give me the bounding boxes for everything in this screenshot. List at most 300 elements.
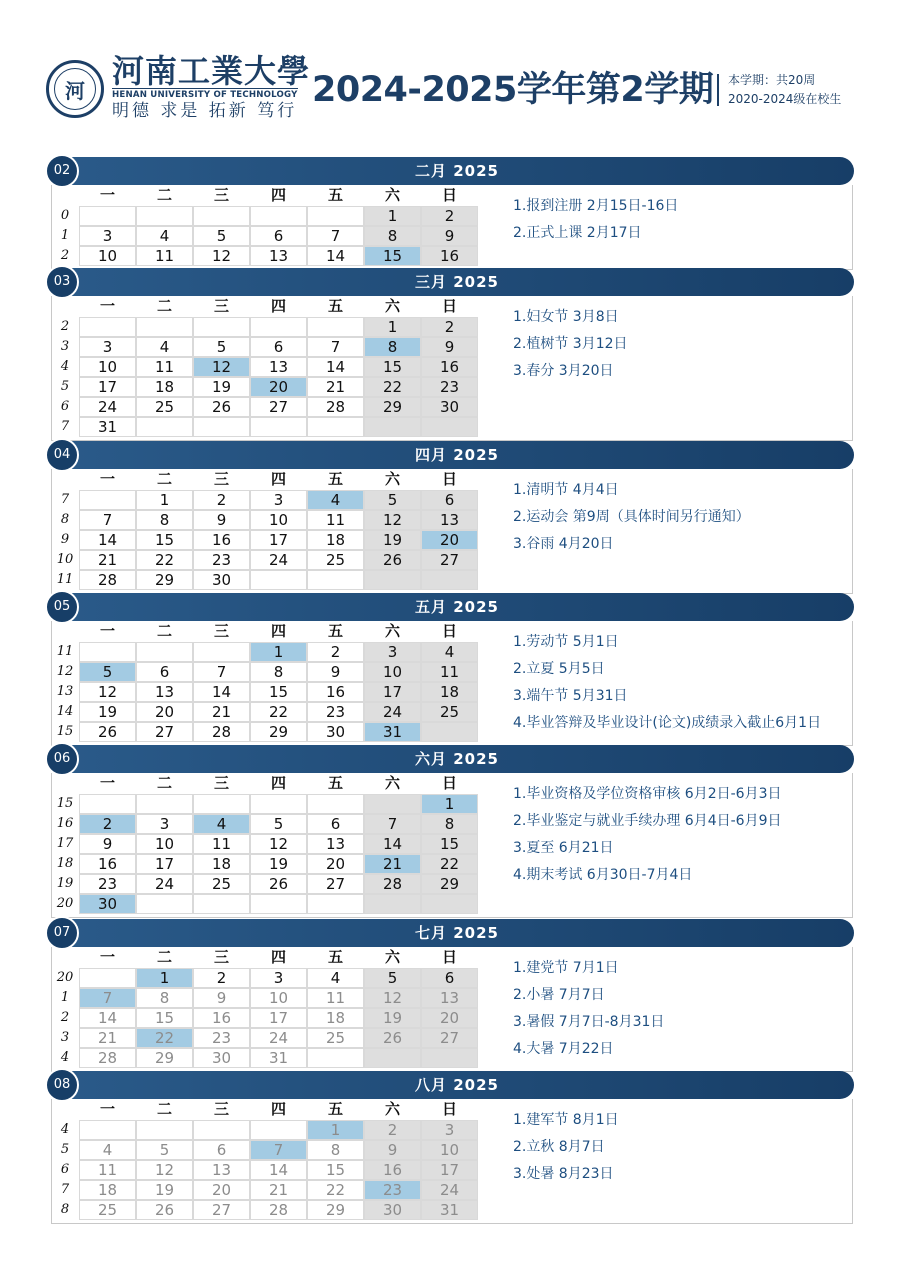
week-number: 12 <box>56 664 74 679</box>
month-title: 二月 2025 <box>415 162 499 180</box>
day-cell: 22 <box>250 702 307 722</box>
day-cell: 31 <box>250 1048 307 1068</box>
event-item: 2.运动会 第9周（具体时间另行通知） <box>513 509 750 525</box>
event-item: 2.植树节 3月12日 <box>513 336 628 352</box>
event-item: 1.建军节 8月1日 <box>513 1112 619 1128</box>
empty-day-cell <box>421 570 478 590</box>
day-cell: 5 <box>250 814 307 834</box>
calendar-grid <box>79 621 481 742</box>
day-cell: 7 <box>250 1140 307 1160</box>
day-cell: 10 <box>136 834 193 854</box>
month-section <box>0 268 900 441</box>
day-cell: 20 <box>136 702 193 722</box>
week-number: 20 <box>56 896 74 911</box>
empty-day-cell <box>136 642 193 662</box>
day-cell: 23 <box>307 702 364 722</box>
day-cell: 5 <box>79 662 136 682</box>
week-number: 13 <box>56 684 74 699</box>
day-cell: 18 <box>307 530 364 550</box>
day-cell: 21 <box>307 377 364 397</box>
weekday-header: 二 <box>156 622 172 640</box>
day-cell: 15 <box>136 530 193 550</box>
day-cell: 5 <box>193 226 250 246</box>
day-cell: 23 <box>193 550 250 570</box>
day-cell: 17 <box>421 1160 478 1180</box>
day-cell: 28 <box>307 397 364 417</box>
empty-day-cell <box>193 1120 250 1140</box>
week-number: 5 <box>60 379 70 394</box>
day-cell: 30 <box>193 1048 250 1068</box>
university-motto: 明德 求是 拓新 笃行 <box>112 101 298 121</box>
day-cell: 12 <box>250 834 307 854</box>
month-header-bar <box>60 441 854 469</box>
day-cell: 21 <box>79 550 136 570</box>
day-cell: 13 <box>193 1160 250 1180</box>
empty-day-cell <box>421 417 478 437</box>
day-cell: 14 <box>193 682 250 702</box>
day-cell: 2 <box>421 206 478 226</box>
empty-day-cell <box>307 894 364 914</box>
event-list <box>513 1111 853 1222</box>
day-cell: 14 <box>79 1008 136 1028</box>
day-cell: 30 <box>307 722 364 742</box>
weekday-header: 二 <box>156 948 172 966</box>
empty-day-cell <box>193 317 250 337</box>
week-number: 15 <box>56 796 74 811</box>
day-cell: 10 <box>364 662 421 682</box>
day-cell: 9 <box>364 1140 421 1160</box>
empty-day-cell <box>79 1120 136 1140</box>
month-title: 七月 2025 <box>415 924 499 942</box>
month-header-bar <box>60 268 854 296</box>
day-cell: 3 <box>136 814 193 834</box>
day-cell: 13 <box>136 682 193 702</box>
day-cell: 29 <box>364 397 421 417</box>
week-number: 18 <box>56 856 74 871</box>
month-header-bar <box>60 157 854 185</box>
day-cell: 5 <box>193 337 250 357</box>
empty-day-cell <box>421 1048 478 1068</box>
month-section <box>0 593 900 746</box>
week-number: 1 <box>60 990 70 1005</box>
day-cell: 13 <box>421 510 478 530</box>
week-number: 0 <box>60 208 70 223</box>
weekday-header: 五 <box>327 1100 343 1118</box>
day-cell: 29 <box>136 1048 193 1068</box>
university-english-name: HENAN UNIVERSITY OF TECHNOLOGY <box>112 90 298 100</box>
day-cell: 15 <box>364 357 421 377</box>
event-item: 3.处暑 8月23日 <box>513 1166 614 1182</box>
day-cell: 14 <box>250 1160 307 1180</box>
day-cell: 30 <box>421 397 478 417</box>
day-cell: 10 <box>250 510 307 530</box>
day-cell: 8 <box>421 814 478 834</box>
month-section <box>0 1071 900 1224</box>
calendar-grid <box>79 1099 481 1220</box>
day-cell: 14 <box>307 357 364 377</box>
day-cell: 20 <box>250 377 307 397</box>
week-number: 14 <box>56 704 74 719</box>
week-number: 4 <box>60 359 70 374</box>
day-cell: 6 <box>193 1140 250 1160</box>
event-item: 3.谷雨 4月20日 <box>513 536 614 552</box>
event-item: 1.毕业资格及学位资格审核 6月2日-6月3日 <box>513 786 782 802</box>
day-cell: 8 <box>364 226 421 246</box>
week-number: 6 <box>60 1162 70 1177</box>
month-header-bar <box>60 919 854 947</box>
weekday-header: 四 <box>270 297 286 315</box>
month-title: 五月 2025 <box>415 598 499 616</box>
header <box>0 0 900 140</box>
weekday-header: 三 <box>213 186 229 204</box>
event-item: 2.小暑 7月7日 <box>513 987 605 1003</box>
day-cell: 18 <box>307 1008 364 1028</box>
day-cell: 24 <box>250 1028 307 1048</box>
month-section <box>0 441 900 594</box>
month-header-bar <box>60 1071 854 1099</box>
day-cell: 19 <box>250 854 307 874</box>
day-cell: 7 <box>307 337 364 357</box>
day-cell: 11 <box>79 1160 136 1180</box>
day-cell: 1 <box>136 490 193 510</box>
day-cell: 13 <box>421 988 478 1008</box>
weekday-header: 四 <box>270 470 286 488</box>
empty-day-cell <box>250 1120 307 1140</box>
empty-day-cell <box>136 317 193 337</box>
week-number: 3 <box>60 1030 70 1045</box>
empty-day-cell <box>307 1048 364 1068</box>
weekday-header: 五 <box>327 297 343 315</box>
event-item: 4.期末考试 6月30日-7月4日 <box>513 867 693 883</box>
event-item: 2.立夏 5月5日 <box>513 661 605 677</box>
day-cell: 6 <box>421 968 478 988</box>
day-cell: 14 <box>307 246 364 266</box>
day-cell: 1 <box>136 968 193 988</box>
day-cell: 7 <box>193 662 250 682</box>
day-cell: 21 <box>79 1028 136 1048</box>
day-cell: 26 <box>79 722 136 742</box>
event-list <box>513 197 853 268</box>
month-title: 四月 2025 <box>415 446 499 464</box>
weekday-header: 二 <box>156 774 172 792</box>
day-cell: 3 <box>421 1120 478 1140</box>
day-cell: 9 <box>79 834 136 854</box>
day-cell: 6 <box>250 226 307 246</box>
event-item: 1.建党节 7月1日 <box>513 960 619 976</box>
day-cell: 21 <box>193 702 250 722</box>
empty-day-cell <box>193 894 250 914</box>
weekday-header: 一 <box>99 948 115 966</box>
empty-day-cell <box>250 317 307 337</box>
day-cell: 10 <box>79 357 136 377</box>
day-cell: 2 <box>193 968 250 988</box>
day-cell: 27 <box>421 1028 478 1048</box>
day-cell: 24 <box>421 1180 478 1200</box>
day-cell: 26 <box>364 550 421 570</box>
day-cell: 16 <box>364 1160 421 1180</box>
day-cell: 13 <box>307 834 364 854</box>
day-cell: 28 <box>250 1200 307 1220</box>
month-header-bar <box>60 745 854 773</box>
weekday-header: 日 <box>441 948 457 966</box>
day-cell: 22 <box>421 854 478 874</box>
weekday-header: 六 <box>384 622 400 640</box>
day-cell: 27 <box>250 397 307 417</box>
day-cell: 13 <box>250 357 307 377</box>
month-number-badge: 05 <box>45 590 79 624</box>
day-cell: 29 <box>421 874 478 894</box>
day-cell: 19 <box>364 1008 421 1028</box>
day-cell: 19 <box>79 702 136 722</box>
day-cell: 22 <box>136 550 193 570</box>
day-cell: 1 <box>364 206 421 226</box>
empty-day-cell <box>307 794 364 814</box>
weekday-header: 一 <box>99 186 115 204</box>
week-number: 19 <box>56 876 74 891</box>
day-cell: 12 <box>364 988 421 1008</box>
weekday-header: 二 <box>156 1100 172 1118</box>
day-cell: 20 <box>421 1008 478 1028</box>
day-cell: 16 <box>421 246 478 266</box>
empty-day-cell <box>250 417 307 437</box>
weekday-header: 六 <box>384 470 400 488</box>
day-cell: 5 <box>364 490 421 510</box>
day-cell: 27 <box>193 1200 250 1220</box>
day-cell: 4 <box>421 642 478 662</box>
day-cell: 27 <box>421 550 478 570</box>
empty-day-cell <box>136 417 193 437</box>
empty-day-cell <box>193 794 250 814</box>
empty-day-cell <box>250 570 307 590</box>
day-cell: 11 <box>307 510 364 530</box>
empty-day-cell <box>307 206 364 226</box>
day-cell: 12 <box>79 682 136 702</box>
empty-day-cell <box>193 206 250 226</box>
day-cell: 18 <box>421 682 478 702</box>
month-section <box>0 157 900 270</box>
day-cell: 7 <box>79 510 136 530</box>
day-cell: 7 <box>79 988 136 1008</box>
day-cell: 24 <box>79 397 136 417</box>
day-cell: 1 <box>364 317 421 337</box>
event-item: 2.正式上课 2月17日 <box>513 225 642 241</box>
day-cell: 25 <box>421 702 478 722</box>
day-cell: 3 <box>250 490 307 510</box>
weekday-header: 二 <box>156 297 172 315</box>
empty-day-cell <box>79 490 136 510</box>
weekday-header: 二 <box>156 186 172 204</box>
week-number: 4 <box>60 1050 70 1065</box>
day-cell: 4 <box>136 226 193 246</box>
month-title: 八月 2025 <box>415 1076 499 1094</box>
weekday-header: 二 <box>156 470 172 488</box>
weekday-header: 日 <box>441 470 457 488</box>
day-cell: 19 <box>364 530 421 550</box>
event-item: 2.毕业鉴定与就业手续办理 6月4日-6月9日 <box>513 813 782 829</box>
day-cell: 2 <box>307 642 364 662</box>
weekday-header: 四 <box>270 774 286 792</box>
weekday-header: 六 <box>384 1100 400 1118</box>
month-number-badge: 07 <box>45 916 79 950</box>
calendar-grid <box>79 469 481 590</box>
empty-day-cell <box>79 317 136 337</box>
event-list <box>513 481 853 592</box>
empty-day-cell <box>136 794 193 814</box>
day-cell: 17 <box>250 530 307 550</box>
students-note: 2020-2024级在校生 <box>728 92 842 106</box>
event-item: 1.清明节 4月4日 <box>513 482 619 498</box>
day-cell: 9 <box>193 988 250 1008</box>
week-number: 1 <box>60 228 70 243</box>
month-number-badge: 08 <box>45 1068 79 1102</box>
day-cell: 30 <box>79 894 136 914</box>
week-number: 17 <box>56 836 74 851</box>
day-cell: 16 <box>193 530 250 550</box>
day-cell: 14 <box>364 834 421 854</box>
week-number: 5 <box>60 1142 70 1157</box>
week-number: 2 <box>60 248 70 263</box>
day-cell: 20 <box>307 854 364 874</box>
day-cell: 11 <box>136 357 193 377</box>
empty-day-cell <box>136 894 193 914</box>
week-number: 2 <box>60 319 70 334</box>
day-cell: 12 <box>364 510 421 530</box>
day-cell: 25 <box>136 397 193 417</box>
calendar-grid <box>79 773 481 914</box>
weekday-header: 六 <box>384 774 400 792</box>
day-cell: 3 <box>79 337 136 357</box>
month-number-badge: 03 <box>45 265 79 299</box>
empty-day-cell <box>79 794 136 814</box>
month-number-badge: 04 <box>45 438 79 472</box>
day-cell: 28 <box>364 874 421 894</box>
day-cell: 4 <box>193 814 250 834</box>
event-item: 2.立秋 8月7日 <box>513 1139 605 1155</box>
day-cell: 13 <box>250 246 307 266</box>
logo-glyph: 河 <box>54 68 96 110</box>
empty-day-cell <box>307 570 364 590</box>
event-list <box>513 785 853 916</box>
day-cell: 6 <box>421 490 478 510</box>
week-number: 8 <box>60 512 70 527</box>
weekday-header: 六 <box>384 186 400 204</box>
day-cell: 25 <box>307 1028 364 1048</box>
empty-day-cell <box>307 417 364 437</box>
day-cell: 24 <box>250 550 307 570</box>
week-number: 7 <box>60 419 70 434</box>
week-number: 15 <box>56 724 74 739</box>
day-cell: 14 <box>79 530 136 550</box>
day-cell: 25 <box>193 874 250 894</box>
day-cell: 3 <box>364 642 421 662</box>
day-cell: 15 <box>364 246 421 266</box>
day-cell: 8 <box>364 337 421 357</box>
weekday-header: 五 <box>327 186 343 204</box>
title-divider <box>717 74 719 106</box>
day-cell: 6 <box>250 337 307 357</box>
week-number: 20 <box>56 970 74 985</box>
empty-day-cell <box>421 722 478 742</box>
calendar-grid <box>79 296 481 437</box>
weekday-header: 四 <box>270 186 286 204</box>
day-cell: 3 <box>250 968 307 988</box>
day-cell: 16 <box>421 357 478 377</box>
month-number-badge: 06 <box>45 742 79 776</box>
day-cell: 17 <box>136 854 193 874</box>
day-cell: 26 <box>136 1200 193 1220</box>
day-cell: 17 <box>250 1008 307 1028</box>
day-cell: 9 <box>421 226 478 246</box>
day-cell: 4 <box>307 490 364 510</box>
empty-day-cell <box>364 570 421 590</box>
weekday-header: 一 <box>99 1100 115 1118</box>
day-cell: 22 <box>307 1180 364 1200</box>
day-cell: 30 <box>193 570 250 590</box>
semester-weeks-note: 本学期：共20周 <box>728 73 816 87</box>
week-number: 11 <box>56 572 74 587</box>
day-cell: 18 <box>136 377 193 397</box>
day-cell: 2 <box>364 1120 421 1140</box>
day-cell: 4 <box>136 337 193 357</box>
event-item: 4.大暑 7月22日 <box>513 1041 614 1057</box>
day-cell: 31 <box>364 722 421 742</box>
empty-day-cell <box>364 1048 421 1068</box>
day-cell: 16 <box>307 682 364 702</box>
weekday-header: 三 <box>213 297 229 315</box>
event-list <box>513 959 853 1070</box>
weekday-header: 三 <box>213 470 229 488</box>
weekday-header: 日 <box>441 186 457 204</box>
empty-day-cell <box>364 794 421 814</box>
week-number: 10 <box>56 552 74 567</box>
month-header-bar <box>60 593 854 621</box>
day-cell: 11 <box>307 988 364 1008</box>
week-number: 9 <box>60 532 70 547</box>
month-title: 三月 2025 <box>415 273 499 291</box>
weekday-header: 四 <box>270 1100 286 1118</box>
day-cell: 6 <box>136 662 193 682</box>
event-item: 3.端午节 5月31日 <box>513 688 628 704</box>
day-cell: 9 <box>307 662 364 682</box>
empty-day-cell <box>136 206 193 226</box>
empty-day-cell <box>364 417 421 437</box>
day-cell: 27 <box>307 874 364 894</box>
month-title: 六月 2025 <box>415 750 499 768</box>
empty-day-cell <box>193 642 250 662</box>
day-cell: 31 <box>421 1200 478 1220</box>
day-cell: 11 <box>421 662 478 682</box>
day-cell: 12 <box>193 246 250 266</box>
day-cell: 5 <box>364 968 421 988</box>
day-cell: 22 <box>136 1028 193 1048</box>
day-cell: 21 <box>364 854 421 874</box>
event-item: 1.妇女节 3月8日 <box>513 309 619 325</box>
day-cell: 10 <box>79 246 136 266</box>
day-cell: 18 <box>79 1180 136 1200</box>
event-item: 1.报到注册 2月15日-16日 <box>513 198 679 214</box>
day-cell: 21 <box>250 1180 307 1200</box>
day-cell: 6 <box>307 814 364 834</box>
day-cell: 23 <box>364 1180 421 1200</box>
weekday-header: 三 <box>213 948 229 966</box>
day-cell: 23 <box>421 377 478 397</box>
day-cell: 17 <box>79 377 136 397</box>
day-cell: 2 <box>79 814 136 834</box>
week-number: 6 <box>60 399 70 414</box>
calendar-grid <box>79 947 481 1068</box>
weekday-header: 五 <box>327 470 343 488</box>
day-cell: 9 <box>421 337 478 357</box>
